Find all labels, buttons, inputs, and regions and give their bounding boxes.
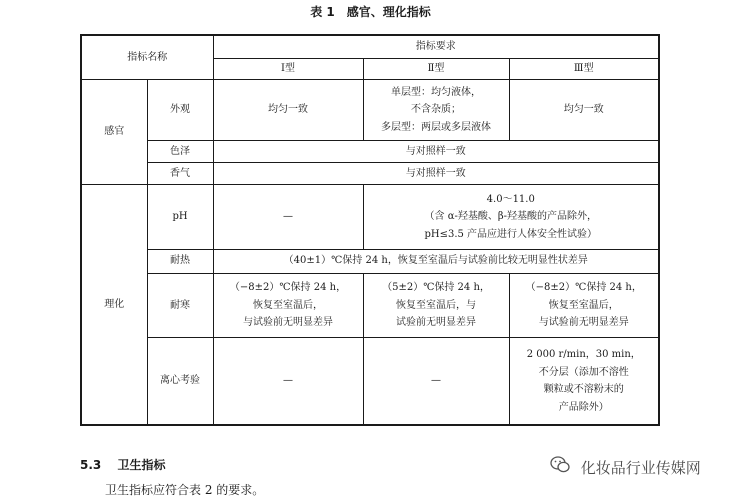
ph-type1: — xyxy=(213,185,363,249)
appearance-label: 外观 xyxy=(147,79,213,140)
physchem-group-cell: 理化 xyxy=(81,185,147,425)
cold-type2-line: （5±2）℃保持 24 h， xyxy=(382,282,490,294)
appearance-type2-line: 单层型：均匀液体， xyxy=(391,86,481,98)
appearance-type2-line: 多层型：两层或多层液体 xyxy=(381,121,491,133)
cold-type3 xyxy=(509,273,659,337)
spec-table xyxy=(80,34,660,426)
appearance-type2-line: 不含杂质； xyxy=(411,104,461,116)
ph-label: pH xyxy=(147,185,213,249)
ph-type23 xyxy=(363,185,659,249)
centrifuge-type1: — xyxy=(213,338,363,426)
appearance-type2 xyxy=(363,79,509,140)
cold-type1 xyxy=(213,273,363,337)
centrifuge-type3-line: 2 000 r/min，30 min， xyxy=(526,349,641,360)
centrifuge-label: 离心考验 xyxy=(147,338,213,426)
watermark-text: 化妆品行业传媒网 xyxy=(580,459,701,477)
ph-line: 4.0～11.0 xyxy=(486,193,535,205)
sensory-group-cell: 感官 xyxy=(81,79,147,185)
heat-label: 耐热 xyxy=(147,249,213,273)
ph-line: pH≤3.5 产品应进行人体安全性试验） xyxy=(424,228,598,240)
type3-header: Ⅲ型 xyxy=(509,58,659,79)
cold-type2 xyxy=(363,273,509,337)
cold-type2-line: 恢复至室温后，与 xyxy=(396,299,476,311)
centrifuge-type2: — xyxy=(363,338,509,426)
appearance-type3: 均匀一致 xyxy=(509,79,659,140)
color-value: 与对照样一致 xyxy=(213,141,659,163)
section-title: 卫生指标 xyxy=(117,458,166,472)
cold-type3-line: 与试验前无明显差异 xyxy=(538,317,629,329)
cold-type3-line: （−8±2）℃保持 24 h， xyxy=(525,282,642,294)
requirement-text: 卫生指标应符合表 2 的要求。 xyxy=(105,483,265,497)
color-label: 色泽 xyxy=(147,141,213,163)
cold-type1-line: 恢复至室温后， xyxy=(253,299,323,311)
centrifuge-type3-line: 产品除外） xyxy=(558,401,609,413)
centrifuge-type3-line: 颗粒或不溶粉末的 xyxy=(543,384,624,395)
indicator-name-header: 指标名称 xyxy=(81,35,213,79)
requirement-header: 指标要求 xyxy=(213,35,659,58)
watermark xyxy=(550,456,701,478)
cold-type2-line: 试验前无明显差异 xyxy=(396,317,476,329)
heat-value: （40±1）℃保持 24 h，恢复至室温后与试验前比较无明显性状差异 xyxy=(213,249,659,273)
appearance-type1: 均匀一致 xyxy=(213,79,363,140)
type1-header: Ⅰ型 xyxy=(213,58,363,79)
cold-type1-line: 与试验前无明显差异 xyxy=(243,317,333,329)
fragrance-label: 香气 xyxy=(147,163,213,185)
fragrance-value: 与对照样一致 xyxy=(213,163,659,185)
centrifuge-type3-line: 不分层（添加不溶性 xyxy=(538,366,629,378)
section-number: 5.3 xyxy=(80,458,102,472)
section-heading xyxy=(80,456,165,473)
cold-type1-line: （−8±2）℃保持 24 h， xyxy=(229,282,347,294)
centrifuge-type3 xyxy=(509,338,659,426)
ph-line: （含 α-羟基酸、β-羟基酸的产品除外， xyxy=(424,211,597,223)
wechat-icon xyxy=(550,456,570,477)
type2-header: Ⅱ型 xyxy=(363,58,509,79)
cold-label: 耐寒 xyxy=(147,273,213,337)
cold-type3-line: 恢复至室温后， xyxy=(548,299,619,311)
table-caption: 表 1 感官、理化指标 xyxy=(310,5,431,19)
